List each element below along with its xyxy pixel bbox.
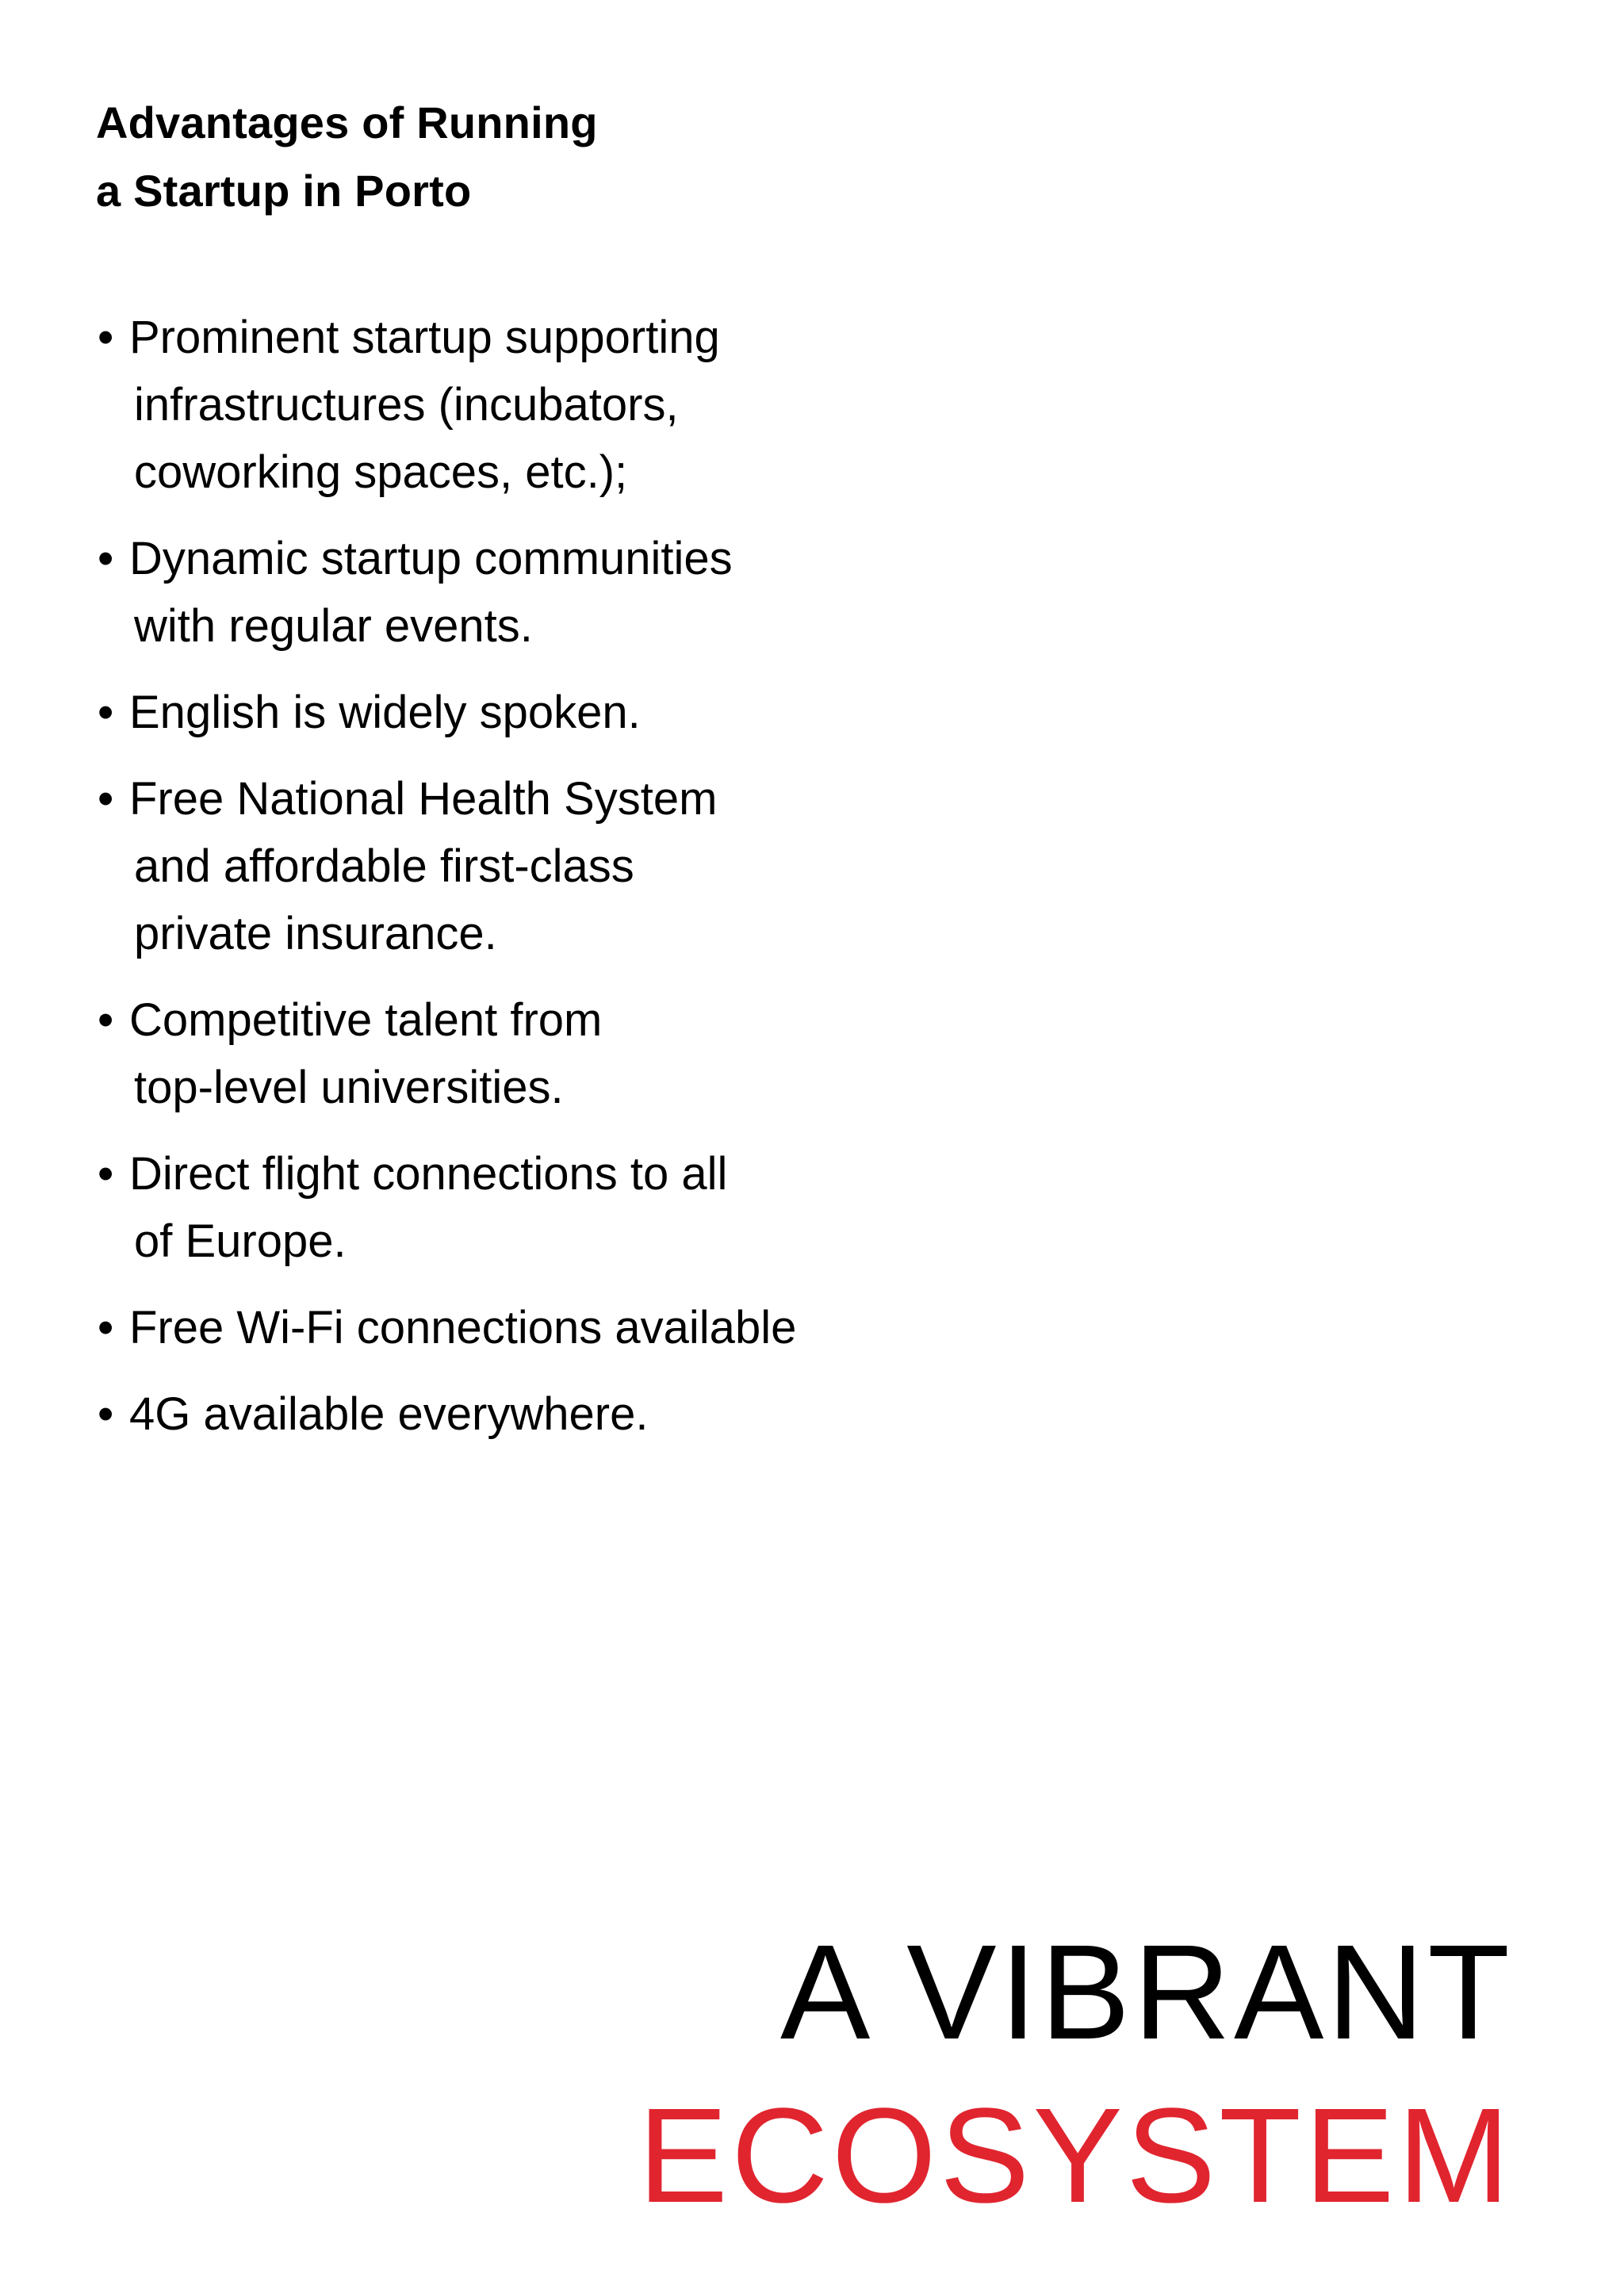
advantages-list [96, 304, 968, 1467]
page-title-line-2: ECOSYSTEM [638, 2081, 1513, 2231]
bullet-icon: • [98, 1388, 114, 1440]
list-item [96, 679, 968, 746]
list-item-text: Direct flight connections to all [129, 1148, 728, 1200]
list-item [96, 1380, 968, 1448]
list-item-text: and affordable first-class [134, 840, 634, 892]
list-item [96, 304, 968, 506]
list-item [96, 525, 968, 660]
list-item-text: Prominent startup supporting [129, 312, 720, 363]
list-item [96, 1294, 968, 1361]
list-item-text: English is widely spoken. [129, 687, 641, 738]
list-item [96, 986, 968, 1121]
bullet-icon: • [98, 1148, 114, 1200]
section-heading-line-1: Advantages of Running [96, 98, 598, 147]
bullet-icon: • [98, 687, 114, 738]
list-item [96, 765, 968, 967]
bullet-icon: • [98, 1302, 114, 1353]
list-item-text: infrastructures (incubators, [134, 379, 679, 431]
list-item-text: top-level universities. [134, 1062, 564, 1113]
list-item [96, 1140, 968, 1275]
list-item-text: Free Wi-Fi connections available [129, 1302, 797, 1353]
list-item-text: with regular events. [134, 600, 533, 652]
list-item-text: 4G available everywhere. [129, 1388, 649, 1440]
bullet-icon: • [98, 312, 114, 363]
page-title-line-1: A VIBRANT [779, 1917, 1513, 2068]
list-item-text: Dynamic startup communities [129, 533, 733, 584]
page-title [638, 1911, 1513, 2237]
list-item-text: Free National Health System [129, 773, 718, 825]
bullet-icon: • [98, 773, 114, 825]
list-item-text: Competitive talent from [129, 994, 603, 1046]
section-heading-line-2: a Startup in Porto [96, 166, 472, 216]
bullet-icon: • [98, 994, 114, 1046]
bullet-icon: • [98, 533, 114, 584]
list-item-text: coworking spaces, etc.); [134, 446, 628, 498]
section-heading [96, 89, 810, 225]
list-item-text: of Europe. [134, 1215, 347, 1267]
list-item-text: private insurance. [134, 908, 497, 959]
